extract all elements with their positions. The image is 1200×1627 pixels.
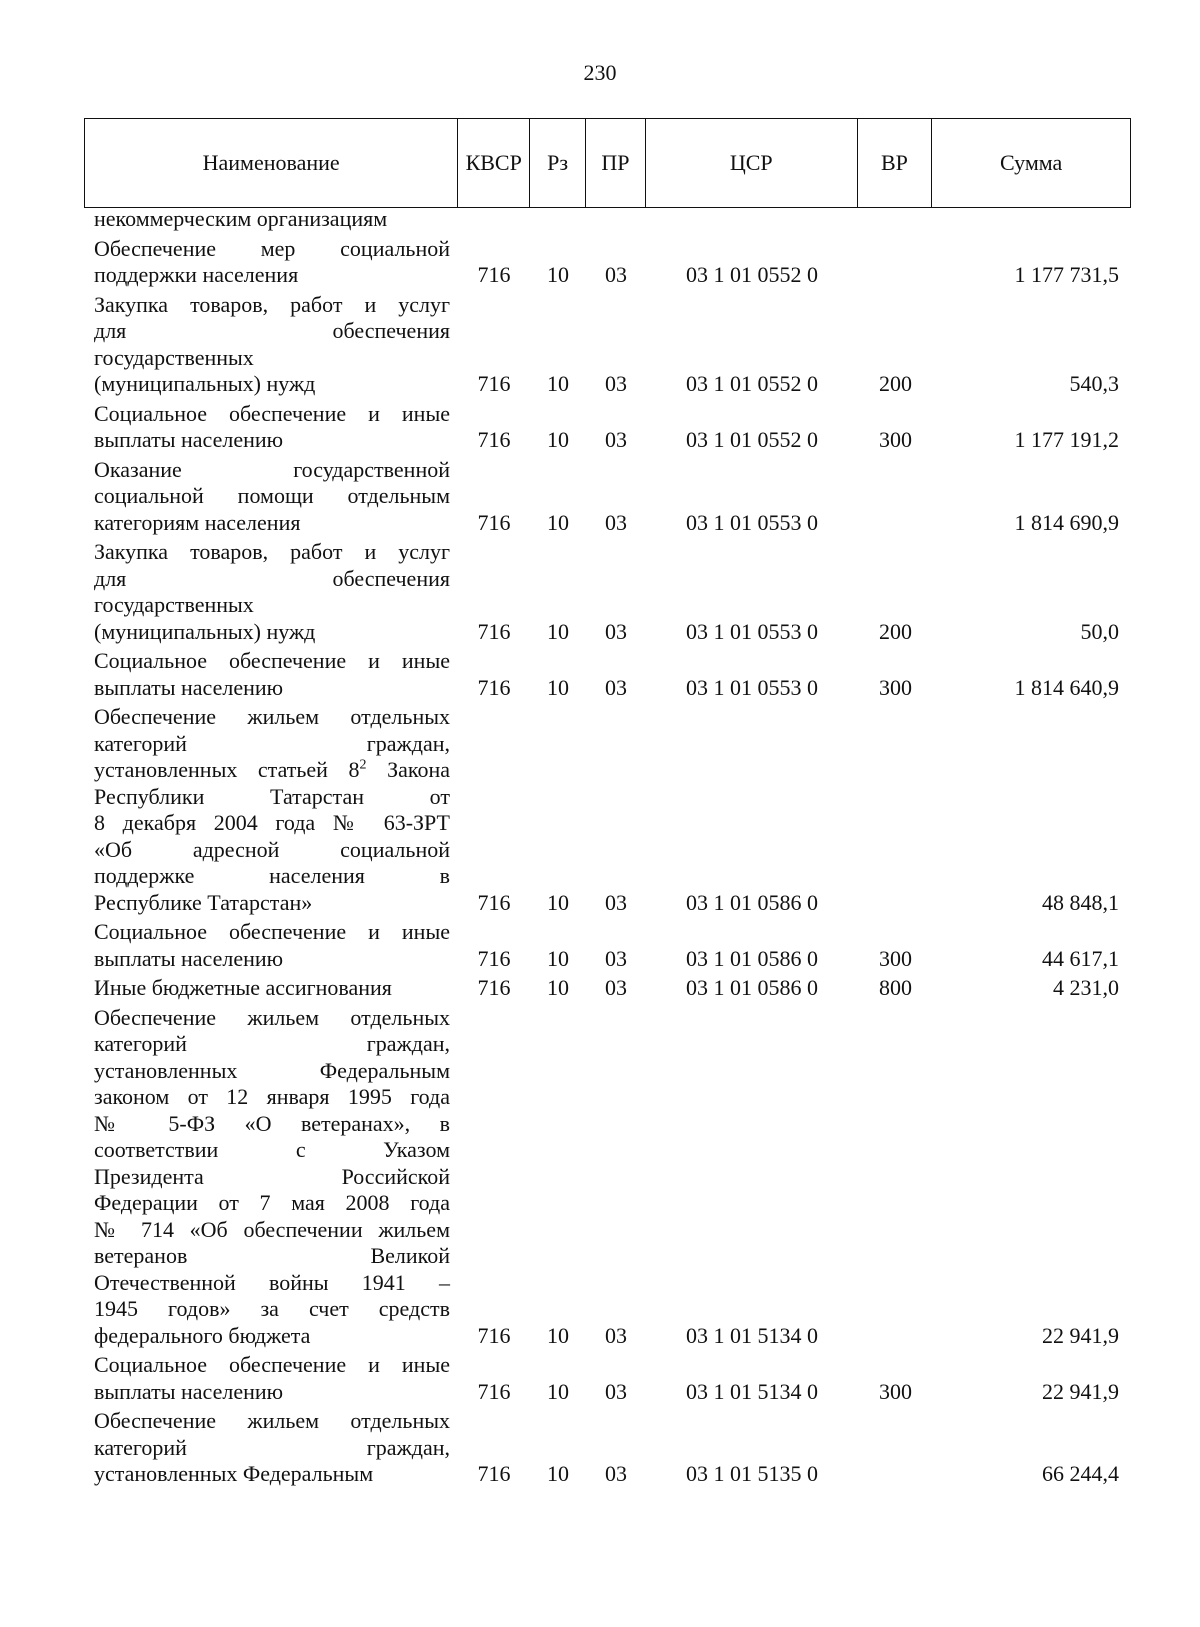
row-name-line: Оказание государственной [94,456,450,482]
row-pr: 03 [605,262,627,287]
row-kvsr: 716 [477,427,511,452]
row-sum: 1 814 640,9 [1014,674,1119,700]
row-name-line: № 714 «Об обеспечении жильем [94,1216,450,1242]
row-name-line: установленных статьей $8^2$ Закона [94,757,450,782]
header-name: Наименование [85,119,458,207]
row-rz: 10 [547,889,569,915]
row-pr: 03 [605,509,627,535]
row-name-line: Президента Российской [94,1163,450,1189]
row-kvsr: 716 [477,889,511,915]
row-name [84,1005,458,1350]
row-name-line: Обеспечение жильем отдельных [94,1408,450,1433]
row-kvsr: 716 [477,1461,511,1486]
row-sum: 66 244,4 [1042,1461,1119,1486]
row-name-line: категорий граждан, [94,730,450,756]
header-sum: Сумма [1000,150,1063,175]
row-name-line: некоммерческим организациям [94,206,388,231]
row-name-line: Обеспечение жильем отдельных [94,704,450,729]
row-vr: 300 [879,674,912,700]
row-name-line: Обеспечение жильем отдельных [94,1004,450,1030]
table-row [84,704,1131,916]
row-name-line: категорий граждан, [94,1434,450,1460]
row-name-line: ветеранов Великой [94,1243,450,1268]
row-vr: 300 [879,1378,912,1404]
row-vr: 200 [879,618,912,644]
row-name-line: 1945 годов» за счет средств [94,1296,450,1321]
table-row [84,1408,1131,1488]
row-name-line: для обеспечения [94,565,450,591]
row-name-line: Федерации от 7 мая 2008 года [94,1190,450,1215]
row-csr: 03 1 01 0586 0 [686,975,818,1000]
row-vr: 200 [879,371,912,396]
row-name-line: Социальное обеспечение и иные [94,400,450,426]
row-sum: 22 941,9 [1042,1378,1119,1404]
row-sum: 1 177 731,5 [1014,262,1119,287]
row-pr: 03 [605,427,627,452]
row-name [84,457,458,537]
row-csr: 03 1 01 0553 0 [686,509,818,535]
row-vr: 300 [879,427,912,452]
row-name [84,704,458,916]
row-kvsr: 716 [477,975,511,1000]
row-rz: 10 [547,945,569,971]
row-name-line: выплаты населению [94,1378,284,1404]
row-name-line: Социальное обеспечение и иные [94,1352,450,1377]
row-name-line: Закупка товаров, работ и услуг [94,539,450,564]
row-name-line: выплаты населению [94,427,284,452]
row-name [84,1352,458,1405]
row-rz: 10 [547,975,569,1000]
row-name [84,1408,458,1488]
row-name-line: выплаты населению [94,674,284,700]
row-name [84,975,458,1002]
table-row [84,236,1131,289]
row-kvsr: 716 [477,1378,511,1404]
row-kvsr: 716 [477,618,511,644]
table-row [84,648,1131,701]
row-pr: 03 [605,371,627,396]
row-csr: 03 1 01 0552 0 [686,262,818,287]
row-kvsr: 716 [477,945,511,971]
row-sum: 48 848,1 [1042,889,1119,915]
row-name-line: № 5-ФЗ «О ветеранах», в [94,1110,450,1136]
row-sum: 50,0 [1080,618,1119,644]
row-name-line: социальной помощи отдельным [94,483,450,508]
row-name-line: Закупка товаров, работ и услуг [94,291,450,317]
page-number: 230 [583,60,617,85]
row-name-line: Социальное обеспечение и иные [94,648,450,673]
row-pr: 03 [605,618,627,644]
row-kvsr: 716 [477,371,511,396]
row-pr: 03 [605,975,627,1000]
row-rz: 10 [547,262,569,287]
row-rz: 10 [547,1378,569,1404]
row-sum: 22 941,9 [1042,1322,1119,1348]
row-pr: 03 [605,1322,627,1348]
row-kvsr: 716 [477,509,511,535]
row-rz: 10 [547,674,569,700]
row-sum: 1 814 690,9 [1014,509,1119,535]
row-name-line: Республике Татарстан» [94,889,313,915]
row-pr: 03 [605,1461,627,1486]
row-name [84,206,458,233]
row-name-line: поддержки населения [94,262,299,287]
row-vr: 800 [879,975,912,1000]
row-pr: 03 [605,674,627,700]
header-vr: ВР [858,119,933,207]
row-name-line: установленных Федеральным [94,1057,450,1083]
row-name-line: (муниципальных) нужд [94,371,316,396]
row-vr: 300 [879,945,912,971]
row-name [84,236,458,289]
row-name-line: «Об адресной социальной [94,836,450,862]
row-pr: 03 [605,1378,627,1404]
row-kvsr: 716 [477,674,511,700]
row-csr: 03 1 01 0586 0 [686,945,818,971]
row-name-line: государственных [94,592,254,617]
row-name [84,539,458,645]
table-row [84,457,1131,537]
row-pr: 03 [605,889,627,915]
row-name [84,401,458,454]
header-csr: ЦСР [646,119,858,207]
row-rz: 10 [547,371,569,396]
row-kvsr: 716 [477,1322,511,1348]
row-sum: 44 617,1 [1042,945,1119,971]
row-name-line: для обеспечения [94,318,450,343]
row-name-line: законом от 12 января 1995 года [94,1084,450,1109]
row-kvsr: 716 [477,262,511,287]
row-rz: 10 [547,1461,569,1486]
row-csr: 03 1 01 0586 0 [686,889,818,915]
table-row [84,401,1131,454]
row-name-line: Обеспечение мер социальной [94,235,450,261]
row-rz: 10 [547,427,569,452]
row-name-line: выплаты населению [94,945,284,971]
header-kvsr: КВСР [458,119,530,207]
table-row [84,1352,1131,1405]
row-name-line: 8 декабря 2004 года № 63-ЗРТ [94,810,450,835]
row-name-line: поддержке населения в [94,863,450,888]
table-row [84,1005,1131,1350]
row-name-line: Отечественной войны 1941 – [94,1269,450,1295]
row-name-line: категориям населения [94,509,301,535]
row-sum: 1 177 191,2 [1014,427,1119,452]
row-name-line: категорий граждан, [94,1031,450,1056]
row-name-line: Республики Татарстан от [94,783,450,809]
row-name-line: Иные бюджетные ассигнования [94,975,392,1000]
row-csr: 03 1 01 5135 0 [686,1461,818,1486]
table-row [84,206,1131,233]
table-body [84,206,1131,1488]
row-name [84,919,458,972]
table-row [84,975,1131,1002]
row-csr: 03 1 01 0553 0 [686,674,818,700]
header-pr: ПР [586,119,646,207]
table-row [84,919,1131,972]
row-csr: 03 1 01 0552 0 [686,371,818,396]
row-csr: 03 1 01 0553 0 [686,618,818,644]
row-csr: 03 1 01 5134 0 [686,1322,818,1348]
header-rz: Рз [530,119,586,207]
row-name-line: Социальное обеспечение и иные [94,919,450,944]
row-rz: 10 [547,618,569,644]
row-rz: 10 [547,1322,569,1348]
table-header [84,118,1131,208]
row-sum: 4 231,0 [1053,975,1119,1000]
row-name-line: установленных Федеральным [94,1461,374,1486]
table-row [84,292,1131,398]
row-name-line: государственных [94,344,254,370]
row-sum: 540,3 [1069,371,1119,396]
row-name [84,292,458,398]
row-pr: 03 [605,945,627,971]
row-name-line: (муниципальных) нужд [94,618,316,644]
row-name-line: федерального бюджета [94,1322,311,1348]
row-name-line: соответствии с Указом [94,1137,450,1162]
table-row [84,539,1131,645]
row-rz: 10 [547,509,569,535]
row-csr: 03 1 01 5134 0 [686,1378,818,1404]
row-name [84,648,458,701]
row-csr: 03 1 01 0552 0 [686,427,818,452]
